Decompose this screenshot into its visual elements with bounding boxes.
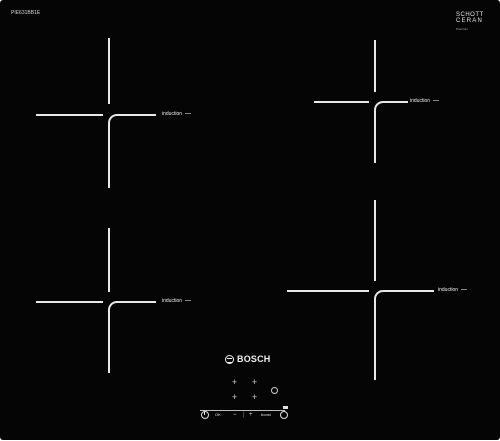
bosch-armature-icon xyxy=(225,355,234,364)
zone-select-front-right-icon[interactable]: + xyxy=(251,392,258,402)
zone-marking-horizontal xyxy=(36,114,103,116)
premium-text: Premium xyxy=(456,27,469,31)
schott-text: SCHOTT xyxy=(456,12,484,18)
zone-marking-horizontal xyxy=(36,301,103,303)
zone-marking-horizontal xyxy=(314,101,369,103)
zone-marking-vertical xyxy=(108,38,110,104)
zone-label: induction xyxy=(162,111,191,117)
plus-button[interactable]: + xyxy=(249,412,253,418)
zone-marking-corner xyxy=(108,114,156,188)
ceran-text: CERAN xyxy=(456,18,484,24)
zone-marking-vertical xyxy=(374,200,376,281)
control-strip-marker xyxy=(283,406,288,409)
zone-select-rear-left-icon[interactable]: + xyxy=(231,377,238,387)
zone-marking-corner xyxy=(374,101,408,163)
zone-marking-vertical xyxy=(374,40,376,92)
childlock-icon[interactable] xyxy=(271,387,278,394)
zone-marking-horizontal xyxy=(287,290,369,292)
power-icon[interactable] xyxy=(201,411,209,419)
zone-label: induction xyxy=(438,287,467,293)
zone-label: induction xyxy=(162,298,191,304)
timer-icon[interactable] xyxy=(280,411,288,419)
zone-select-rear-right-icon[interactable]: + xyxy=(251,377,258,387)
bosch-logo xyxy=(225,353,271,365)
zone-marking-corner xyxy=(108,301,156,373)
ok-button[interactable]: OK xyxy=(215,412,221,417)
control-divider: | xyxy=(243,412,245,418)
zone-marking-corner xyxy=(374,290,434,380)
model-label: PIE631BB1E xyxy=(11,10,41,16)
boost-button[interactable]: boost xyxy=(261,412,271,417)
zone-label: induction xyxy=(410,98,439,104)
zone-select-front-left-icon[interactable]: + xyxy=(231,392,238,402)
minus-button[interactable]: − xyxy=(233,412,237,418)
schott-ceran-logo xyxy=(456,12,490,32)
zone-marking-vertical xyxy=(108,228,110,292)
brand-text: BOSCH xyxy=(237,354,271,364)
